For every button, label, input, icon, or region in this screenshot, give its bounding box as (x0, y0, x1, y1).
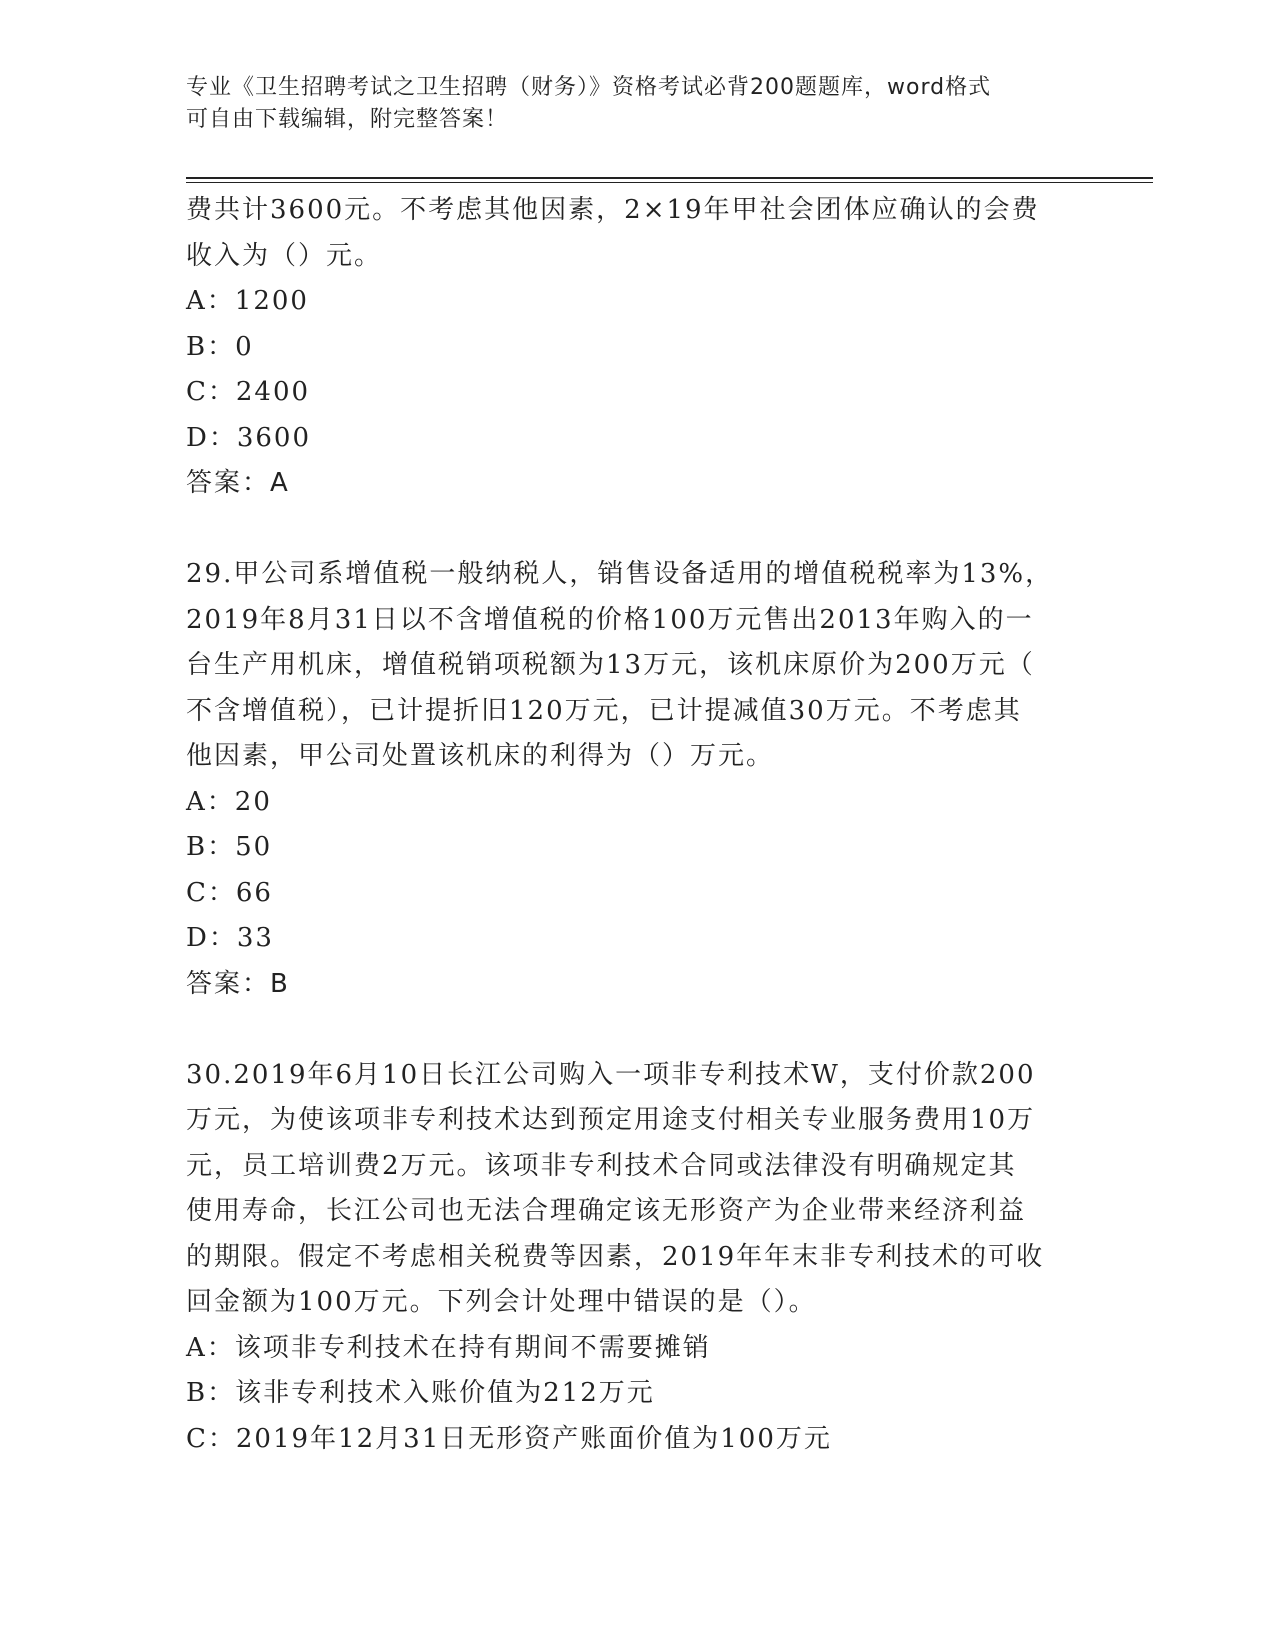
option-c: C：2400 (186, 377, 311, 407)
question-text-line: 不含增值税），已计提折旧120万元，已计提减值30万元。不考虑其 (186, 695, 1022, 726)
option-a: A：该项非专利技术在持有期间不需要摊销 (186, 1332, 711, 1363)
document-body (186, 188, 1076, 1462)
header-line: 专业《卫生招聘考试之卫生招聘（财务）》资格考试必背200题题库，word格式 (186, 75, 992, 100)
question-29 (186, 552, 1076, 1007)
question-text-line: 他因素，甲公司处置该机床的利得为（）万元。 (186, 741, 775, 771)
question-30 (186, 1053, 1076, 1463)
question-text-line: 30.2019年6月10日长江公司购入一项非专利技术W，支付价款200 (186, 1059, 1036, 1090)
option-d: D：3600 (186, 422, 312, 453)
question-text-line: 万元，为使该项非专利技术达到预定用途支付相关专业服务费用10万 (186, 1105, 1036, 1135)
option-b: B：50 (186, 832, 273, 862)
question-text-line: 的期限。假定不考虑相关税费等因素，2019年年末非专利技术的可收 (186, 1241, 1045, 1272)
question-text-line: 回金额为100万元。下列会计处理中错误的是（）。 (186, 1287, 817, 1317)
option-a: A：20 (186, 786, 272, 817)
question-text-line: 元，员工培训费2万元。该项非专利技术合同或法律没有明确规定其 (186, 1150, 1017, 1181)
question-text-line: 2019年8月31日以不含增值税的价格100万元售出2013年购入的一 (186, 604, 1034, 635)
answer-line: 答案：A (186, 468, 290, 498)
header-divider-thick (186, 177, 1153, 179)
spacer (186, 1007, 1076, 1053)
question-text-line: 29.甲公司系增值税一般纳税人，销售设备适用的增值税税率为13%， (186, 559, 1054, 589)
header-divider-thin (186, 182, 1153, 183)
option-b: B：0 (186, 331, 254, 362)
header-line: 可自由下载编辑，附完整答案！ (186, 107, 509, 132)
option-d: D：33 (186, 923, 274, 953)
question-text-line: 使用寿命，长江公司也无法合理确定该无形资产为企业带来经济利益 (186, 1196, 1027, 1226)
question-text-line: 台生产用机床，增值税销项税额为13万元，该机床原价为200万元（ (186, 650, 1035, 680)
option-c: C：2019年12月31日无形资产账面价值为100万元 (186, 1423, 832, 1454)
option-c: C：66 (186, 877, 273, 908)
question-continued (186, 188, 1076, 507)
option-a: A：1200 (186, 286, 309, 316)
page-header (186, 72, 1076, 136)
spacer (186, 507, 1076, 553)
question-text-line: 费共计3600元。不考虑其他因素，2×19年甲社会团体应确认的会费 (186, 195, 1040, 225)
question-text-line: 收入为（）元。 (186, 240, 383, 271)
answer-line: 答案：B (186, 968, 290, 999)
option-b: B：该非专利技术入账价值为212万元 (186, 1378, 655, 1408)
